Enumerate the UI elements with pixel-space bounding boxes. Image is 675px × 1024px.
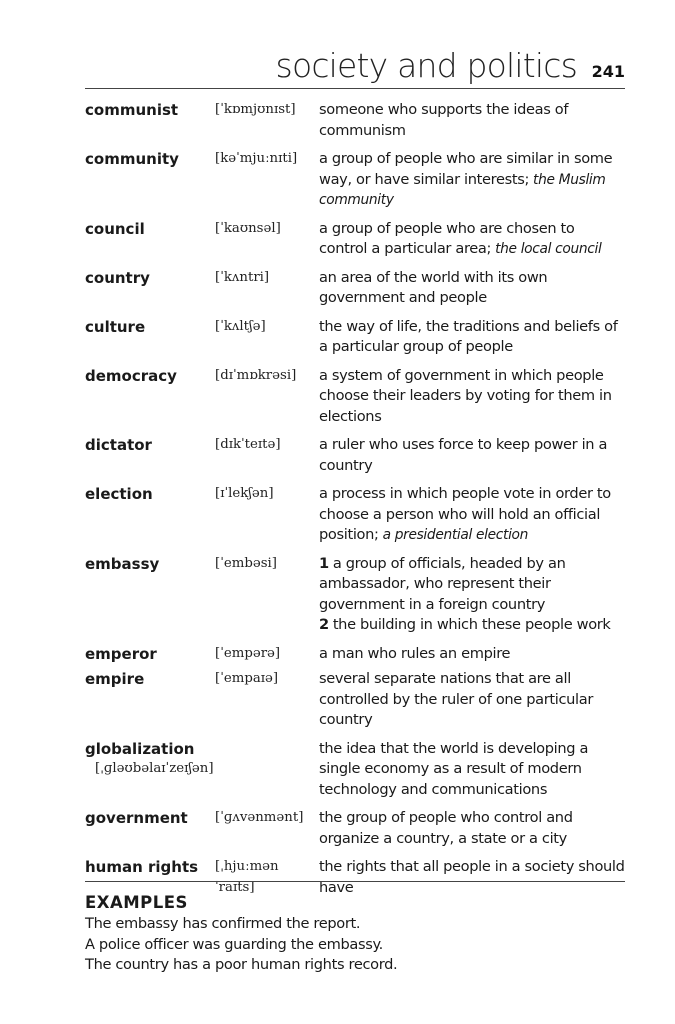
definition xyxy=(319,268,625,309)
usage-example: a presidential election xyxy=(382,527,529,543)
headword: democracy xyxy=(85,366,177,385)
entry xyxy=(85,219,625,260)
entry xyxy=(85,100,625,141)
headword: emperor xyxy=(85,644,157,663)
sense-number: 2 xyxy=(319,616,329,633)
headword: culture xyxy=(85,317,146,336)
definition-text: a group of people who are similar in some way, or have similar interests; xyxy=(319,150,613,188)
definition-text: a process in which people vote in order to choose a person who will hold an official position; xyxy=(319,485,611,543)
entry xyxy=(85,317,625,358)
definition-text: a ruler who uses force to keep power in a country xyxy=(319,436,608,474)
headword: dictator xyxy=(85,436,152,454)
pronunciation: [dɪˈmɒkrəsi] xyxy=(215,367,297,383)
sense-1 xyxy=(319,554,625,616)
definition xyxy=(319,435,625,476)
entry xyxy=(85,435,625,476)
pronunciation: [ˌhjuːmən ˈraɪts] xyxy=(215,859,279,895)
definition xyxy=(319,739,625,801)
entry xyxy=(85,808,625,849)
sense-2 xyxy=(319,615,625,636)
entry xyxy=(85,149,625,211)
definition xyxy=(319,366,625,428)
definition xyxy=(319,669,625,731)
pronunciation: [dɪkˈteɪtə] xyxy=(215,437,281,452)
entry xyxy=(85,554,625,636)
headword: council xyxy=(85,219,145,238)
pronunciation: [ˈempaɪə] xyxy=(215,671,279,686)
definition-text: the rights that all people in a society should have xyxy=(319,858,625,896)
page-title: society and politics xyxy=(275,46,577,85)
pronunciation: [ɪˈlekʃən] xyxy=(215,486,274,501)
entry xyxy=(85,268,625,309)
pronunciation: [ˌɡləʊbəlaɪˈzeɪʃən] xyxy=(95,761,214,776)
definition xyxy=(319,317,625,358)
headword: communist xyxy=(85,101,179,119)
definition-text: several separate nations that are all controlled by the ruler of one particular country xyxy=(319,670,593,728)
definition-text: an area of the world with its own government and people xyxy=(319,268,548,306)
page-number: 241 xyxy=(591,62,625,81)
definition-text: a group of people who are chosen to control a particular area; xyxy=(319,219,575,257)
headword: election xyxy=(85,485,153,503)
sense-number: 1 xyxy=(319,554,329,572)
definition xyxy=(319,644,625,665)
pronunciation: [ˈɡʌvənmənt] xyxy=(215,810,304,825)
entry xyxy=(85,739,625,801)
definition-text: the way of life, the traditions and beliefs of a particular group of people xyxy=(319,317,618,355)
headword: embassy xyxy=(85,554,160,573)
definition xyxy=(319,554,625,636)
entry xyxy=(85,366,625,428)
sense-text: a group of officials, headed by an ambassador, who represent their government in a foreign country xyxy=(319,554,566,613)
example-sentence: The embassy has confirmed the report. xyxy=(85,915,361,932)
examples-divider xyxy=(85,881,625,882)
pronunciation: [ˈkaʊnsəl] xyxy=(215,220,281,236)
definition xyxy=(319,808,625,849)
example-sentence: The country has a poor human rights record. xyxy=(85,956,398,974)
definition-text: a system of government in which people choose their leaders by voting for them in elections xyxy=(319,366,612,425)
example-sentence: A police officer was guarding the embassy. xyxy=(85,935,383,953)
entry-list xyxy=(85,100,625,906)
headword: human rights xyxy=(85,858,199,876)
page-header xyxy=(85,40,625,88)
definition xyxy=(319,219,625,260)
headword: globalization xyxy=(85,739,195,758)
usage-example: the Muslim community xyxy=(319,171,606,208)
headword: community xyxy=(85,150,179,168)
pronunciation: [ˈembəsi] xyxy=(215,555,277,571)
pronunciation: [ˈkʌltʃə] xyxy=(215,318,266,334)
usage-example: the local council xyxy=(495,241,602,257)
pronunciation: [ˈkɒmjʊnɪst] xyxy=(215,102,296,117)
pronunciation: [ˈkʌntri] xyxy=(215,269,270,285)
entry xyxy=(85,484,625,546)
sense-text: the building in which these people work xyxy=(332,616,611,633)
pronunciation: [kəˈmjuːnɪti] xyxy=(215,151,298,166)
examples-heading: EXAMPLES xyxy=(85,893,188,912)
definition xyxy=(319,149,625,211)
headword: government xyxy=(85,809,188,827)
headword: empire xyxy=(85,670,145,688)
entry xyxy=(85,644,625,665)
definition xyxy=(319,100,625,141)
headword: country xyxy=(85,268,150,287)
definition-text: someone who supports the ideas of communism xyxy=(319,101,569,139)
definition-text: a man who rules an empire xyxy=(319,644,511,662)
entry xyxy=(85,669,625,731)
definition-text: the group of people who control and organize a country, a state or a city xyxy=(319,809,573,847)
definition-text: the idea that the world is developing a single economy as a result of modern technology and communications xyxy=(319,739,589,798)
definition xyxy=(319,484,625,546)
pronunciation: [ˈempərə] xyxy=(215,645,281,661)
header-divider xyxy=(85,88,625,89)
examples-section xyxy=(85,891,625,976)
